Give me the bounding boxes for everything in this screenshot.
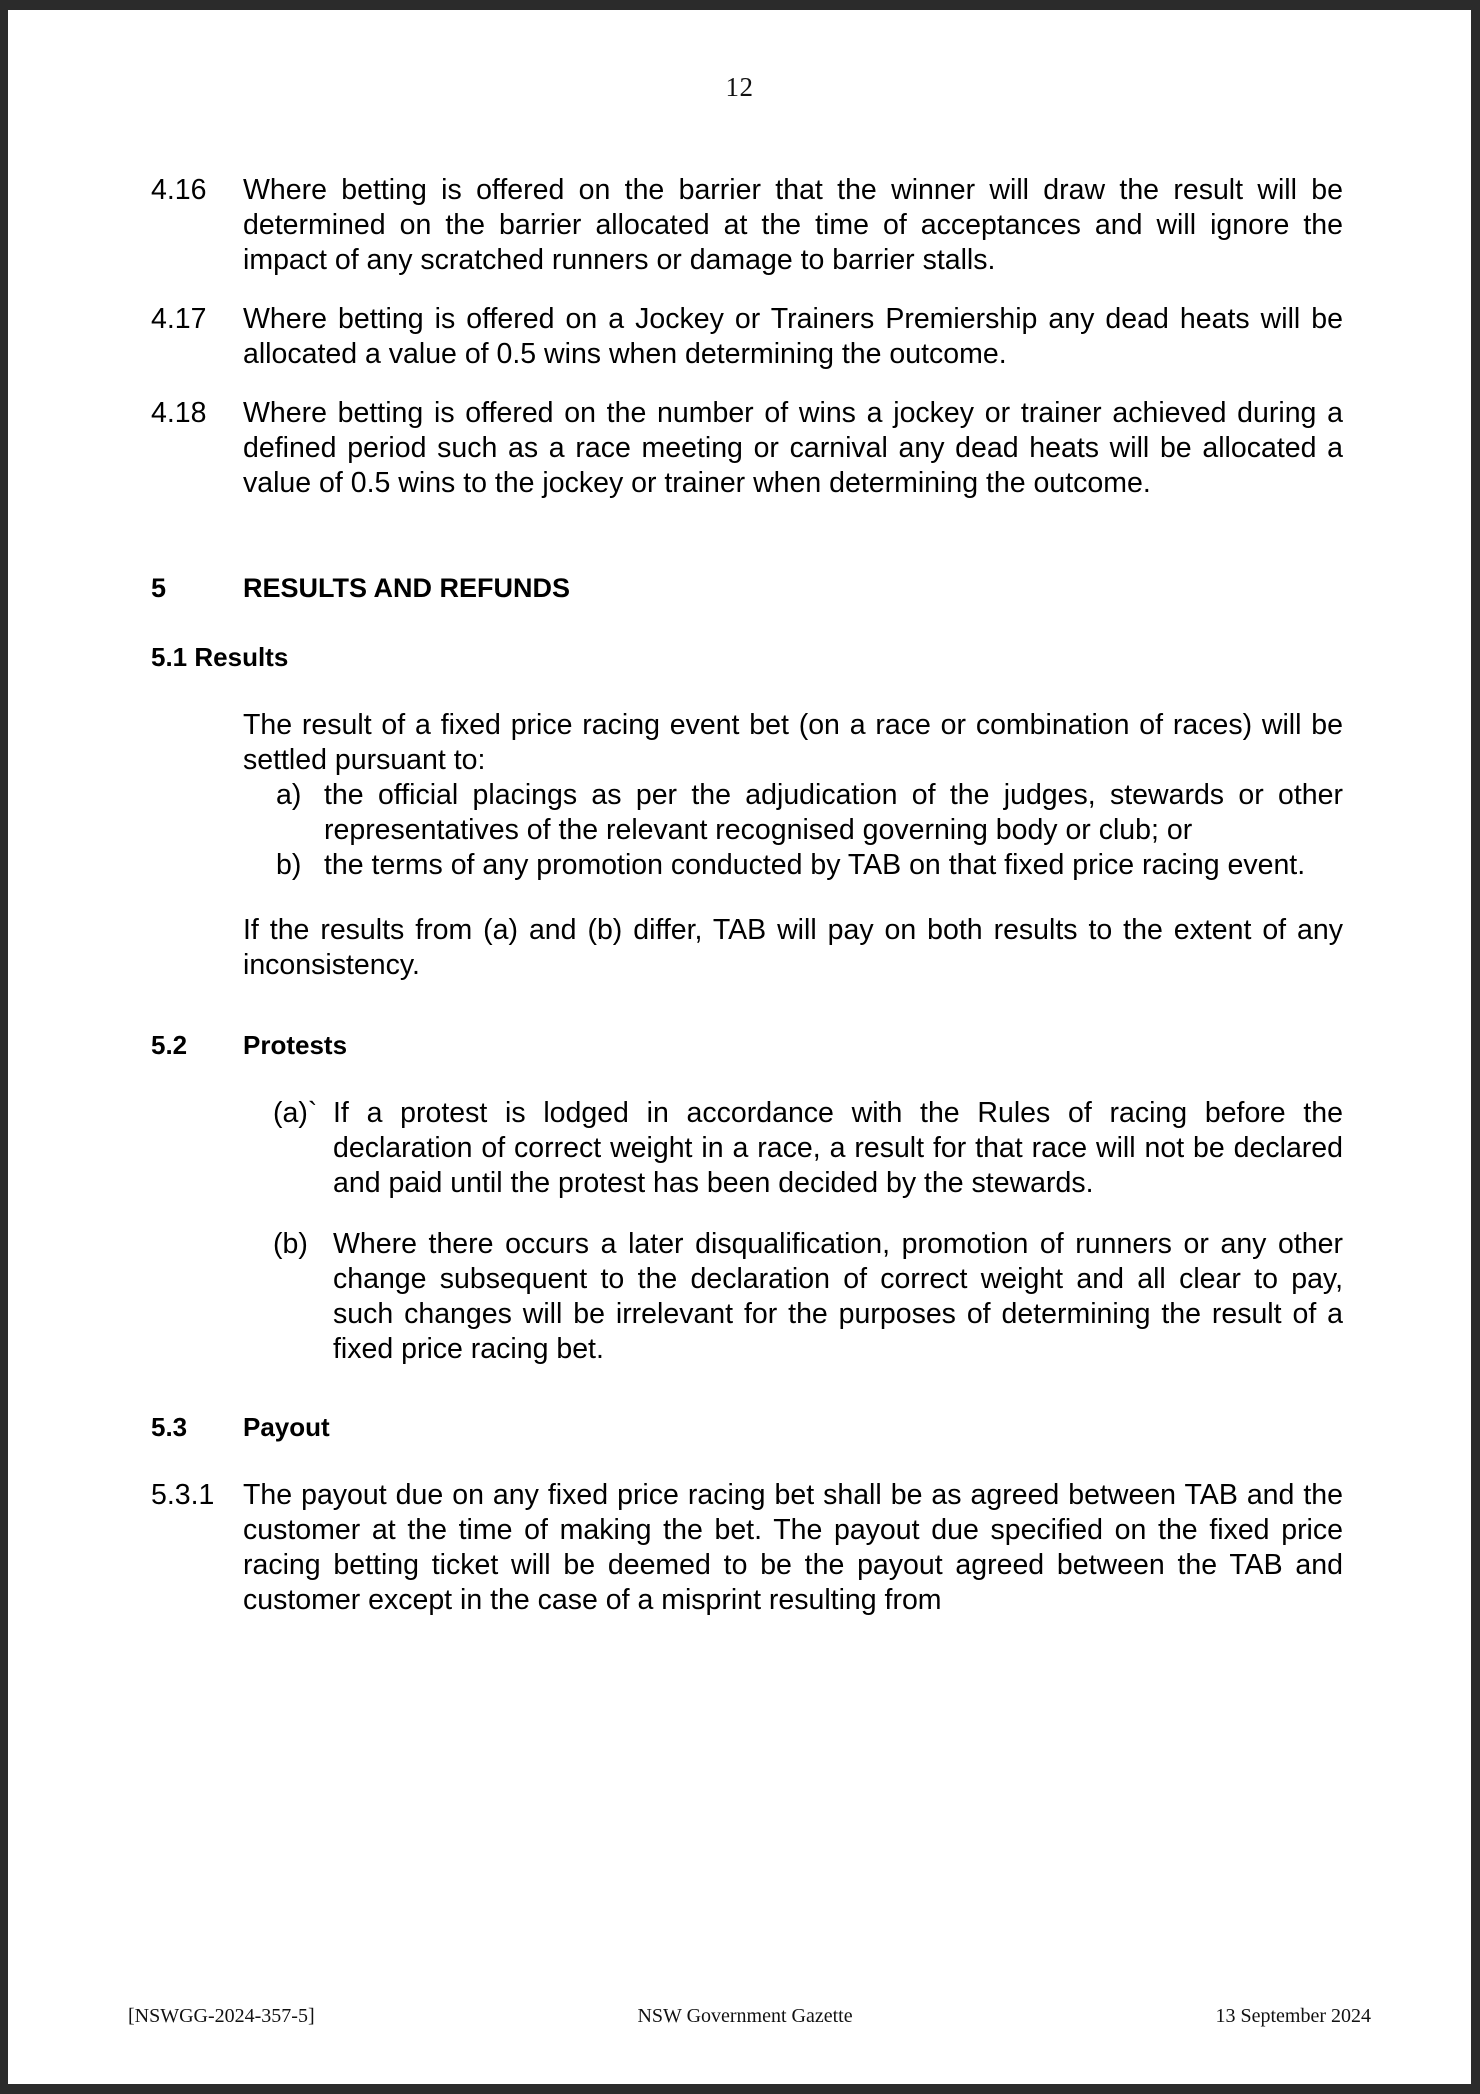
- clause-4-16: [151, 173, 1343, 278]
- clause-5-3-1: [151, 1478, 1343, 1618]
- section-spacer: [151, 983, 1343, 1029]
- subsection-5-1-heading: 5.1 Results: [151, 642, 289, 672]
- clause-number: 4.18: [151, 397, 207, 429]
- subsection-5-3-heading: [151, 1411, 1343, 1444]
- results-alpha-list: [243, 778, 1343, 883]
- page-number: 12: [725, 72, 754, 102]
- subsection-5-1-lead-text: The result of a fixed price racing event bet (on a race or combination of races) will be settled pursuant to:: [243, 709, 1343, 776]
- footer-reference: [NSWGG-2024-357-5]: [128, 2005, 315, 2027]
- document-page: [8, 10, 1471, 2084]
- list-item: [243, 1096, 1343, 1201]
- section-spacer: [151, 525, 1343, 571]
- clause-number: 4.17: [151, 303, 207, 335]
- section-title: RESULTS AND REFUNDS: [243, 573, 571, 603]
- list-item-text: the terms of any promotion conducted by TAB on that fixed price racing event.: [324, 849, 1306, 881]
- list-item-text: Where there occurs a later disqualification, promotion of runners or any other change subsequent to the declaration of correct weight and all clear to pay, such changes will be irrelevant for the purposes of determining the result of a fixed price racing bet.: [333, 1228, 1343, 1365]
- section-spacer: [151, 1393, 1343, 1411]
- clause-text: Where betting is offered on a Jockey or Trainers Premiership any dead heats will be allocated a value of 0.5 wins when determining the outcome.: [243, 303, 1343, 370]
- subsection-title: Payout: [243, 1412, 330, 1442]
- clause-4-17: [151, 302, 1343, 372]
- clause-number: 5.3.1: [151, 1479, 215, 1511]
- protests-list: [243, 1096, 1343, 1367]
- subsection-5-2-heading: [151, 1029, 1343, 1062]
- clause-4-18: [151, 396, 1343, 501]
- list-item: [243, 848, 1343, 883]
- list-marker: a): [276, 779, 302, 811]
- list-marker: b): [276, 849, 302, 881]
- list-marker: (a)`: [273, 1097, 318, 1129]
- list-item-text: If a protest is lodged in accordance with the Rules of racing before the declaration of correct weight in a race, a result for that race will not be declared and paid until the protest has been decided by the stewards.: [333, 1097, 1343, 1199]
- paragraph-spacer: [151, 883, 1343, 913]
- list-marker: (b): [273, 1228, 308, 1260]
- footer-date: 13 September 2024: [1215, 2005, 1371, 2027]
- clause-text: Where betting is offered on the number of wins a jockey or trainer achieved during a defined period such as a race meeting or carnival any dead heats will be allocated a value of 0.5 wins to the jockey or trainer when determining the outcome.: [243, 397, 1343, 499]
- list-item-text: the official placings as per the adjudication of the judges, stewards or other representatives of the relevant recognised governing body or club; or: [324, 779, 1343, 846]
- list-item: [243, 1227, 1343, 1367]
- section-number: 5: [151, 573, 167, 603]
- page-footer: [128, 2005, 1371, 2028]
- section-5-heading: [151, 571, 1343, 605]
- subsection-5-1-closing-text: If the results from (a) and (b) differ, TAB will pay on both results to the extent of any inconsistency.: [243, 914, 1343, 981]
- subsection-number: 5.2: [151, 1030, 188, 1060]
- clause-text: The payout due on any fixed price racing bet shall be as agreed between TAB and the customer at the time of making the bet. The payout due specified on the fixed price racing betting ticket will be deemed to be the payout agreed between the TAB and customer except in the case of a misprint resulting from: [243, 1479, 1343, 1616]
- footer-title: NSW Government Gazette: [637, 2005, 853, 2027]
- clause-number: 4.16: [151, 174, 207, 206]
- list-item: [243, 778, 1343, 848]
- subsection-title: Protests: [243, 1030, 348, 1060]
- clause-text: Where betting is offered on the barrier that the winner will draw the result will be determined on the barrier allocated at the time of acceptances and will ignore the impact of any scratched runners or damage to barrier stalls.: [243, 174, 1343, 276]
- document-body: [151, 173, 1343, 1642]
- subsection-number: 5.3: [151, 1412, 188, 1442]
